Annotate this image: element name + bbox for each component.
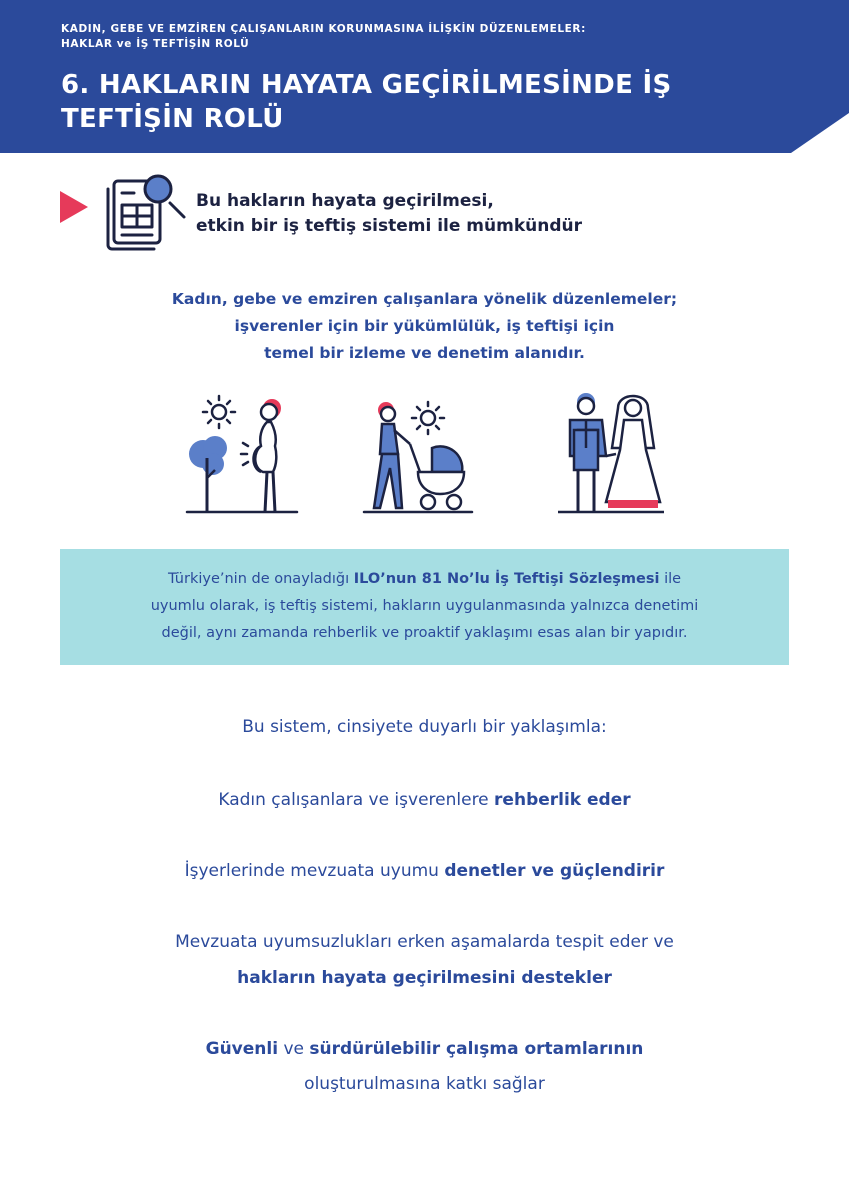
point-safe-bold1: Güvenli xyxy=(205,1039,279,1059)
intro-line1: Bu hakların hayata geçirilmesi, xyxy=(196,191,494,211)
point-safe-environment-line2: oluşturulmasına katkı sağlar xyxy=(304,1074,545,1094)
info-box-line3: değil, aynı zamanda rehberlik ve proaktif yaklaşımı esas alan bir yapıdır. xyxy=(161,625,688,641)
point-early-detection-line2 xyxy=(0,966,849,990)
point-safe-mid: ve xyxy=(278,1039,310,1059)
point-guidance-text: Kadın çalışanlara ve işverenlere xyxy=(218,790,495,810)
header-subtitle-line1: KADIN, GEBE VE EMZİREN ÇALIŞANLARIN KORUNMASINA İLİŞKİN DÜZENLEMELER: xyxy=(61,23,586,35)
lead-line1: Kadın, gebe ve emziren çalışanlara yönelik düzenlemeler; xyxy=(171,290,678,308)
info-box-strong: ILO’nun 81 No’lu İş Teftişi Sözleşmesi xyxy=(353,571,660,587)
intro-text xyxy=(196,189,646,239)
info-box-pre: Türkiye’nin de onayladığı xyxy=(167,571,354,587)
header-subtitle-line2: HAKLAR ve İŞ TEFTİŞİN ROLÜ xyxy=(61,38,250,50)
point-early-detection-line1: Mevzuata uyumsuzlukları erken aşamalarda tespit eder ve xyxy=(175,932,674,952)
header-banner xyxy=(0,0,849,153)
point-inspection xyxy=(0,859,849,883)
point-inspection-bold: denetler ve güçlendirir xyxy=(444,861,665,881)
point-safe-bold2: sürdürülebilir çalışma ortamlarının xyxy=(309,1039,644,1059)
point-early-detection-bold: hakların hayata geçirilmesini destekler xyxy=(237,968,612,988)
page-title-line2: TEFTİŞİN ROLÜ xyxy=(61,104,284,134)
info-box-line2: uyumlu olarak, iş teftiş sistemi, hakların uygulanmasında yalnızca denetimi xyxy=(150,598,699,614)
page-title xyxy=(61,68,761,136)
info-box-post: ile xyxy=(659,571,682,587)
info-box-text xyxy=(60,566,789,647)
lead-paragraph xyxy=(0,286,849,367)
intro-line2: etkin bir iş teftiş sistemi ile mümkündür xyxy=(196,216,582,236)
points-intro: Bu sistem, cinsiyete duyarlı bir yaklaşımla: xyxy=(242,717,607,737)
point-guidance-bold: rehberlik eder xyxy=(494,790,631,810)
lead-line3: temel bir izleme ve denetim alanıdır. xyxy=(264,344,585,362)
pregnant-woman-icon xyxy=(183,388,301,516)
play-arrow-icon xyxy=(60,191,88,223)
document-search-icon xyxy=(104,173,190,251)
header-subtitle xyxy=(61,22,701,52)
point-inspection-text: İşyerlerinde mevzuata uyumu xyxy=(184,861,445,881)
page-title-line1: 6. HAKLARIN HAYATA GEÇİRİLMESİNDE İŞ xyxy=(61,70,672,100)
info-box-line1 xyxy=(60,566,789,593)
lead-line2: işverenler için bir yükümlülük, iş teftişi için xyxy=(234,317,615,335)
point-guidance xyxy=(0,788,849,812)
wedding-couple-icon xyxy=(556,388,666,516)
mother-with-stroller-icon xyxy=(362,388,474,516)
info-box xyxy=(60,549,789,665)
point-safe-environment-line1 xyxy=(0,1037,849,1061)
